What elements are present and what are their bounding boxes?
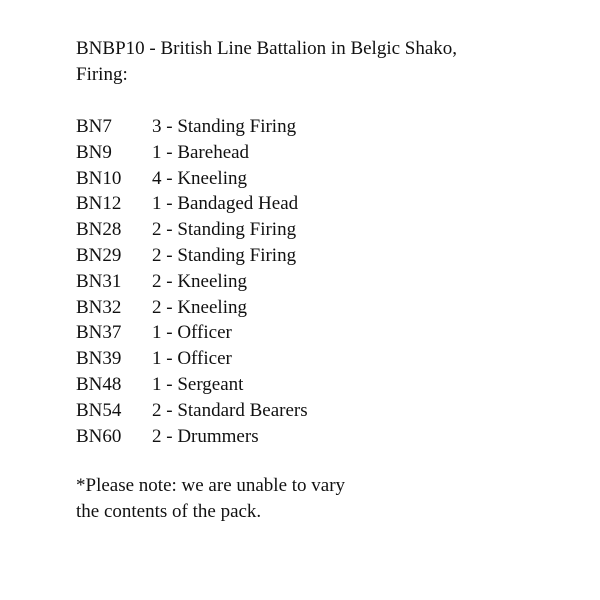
list-item	[76, 243, 576, 269]
note-line-2: the contents of the pack.	[76, 501, 262, 523]
list-item	[76, 320, 576, 346]
item-description: 2 - Kneeling	[152, 296, 247, 318]
item-code: BN37	[76, 322, 122, 344]
item-description: 2 - Standard Bearers	[152, 399, 308, 421]
list-item	[76, 346, 576, 372]
item-description: 4 - Kneeling	[152, 167, 247, 189]
item-code: BN32	[76, 296, 122, 318]
item-code: BN31	[76, 270, 122, 292]
item-description: 3 - Standing Firing	[152, 116, 297, 137]
item-description: 1 - Barehead	[152, 141, 250, 163]
item-description: 1 - Officer	[152, 322, 232, 344]
item-code: BN28	[76, 219, 122, 241]
list-item	[76, 269, 576, 295]
item-code: BN60	[76, 425, 122, 447]
item-description: 2 - Standing Firing	[152, 244, 297, 266]
item-code: BN10	[76, 167, 122, 189]
item-description: 2 - Kneeling	[152, 270, 247, 292]
list-item	[76, 140, 576, 166]
list-item	[76, 424, 576, 450]
pack-title-line-2: Firing:	[76, 64, 128, 85]
list-item	[76, 217, 576, 243]
note-line-1: *Please note: we are unable to vary	[76, 475, 346, 497]
item-code: BN54	[76, 399, 122, 421]
list-item	[76, 114, 576, 140]
item-description: 1 - Sergeant	[152, 373, 244, 395]
pack-note	[76, 473, 576, 525]
item-description: 1 - Bandaged Head	[152, 193, 299, 215]
item-description: 2 - Standing Firing	[152, 219, 297, 241]
list-item	[76, 191, 576, 217]
item-code: BN12	[76, 193, 122, 215]
item-description: 2 - Drummers	[152, 425, 259, 447]
item-code: BN9	[76, 141, 112, 163]
item-code: BN48	[76, 373, 122, 395]
list-item	[76, 166, 576, 192]
item-code: BN29	[76, 244, 122, 266]
pack-title	[76, 36, 576, 88]
pack-title-line-1: BNBP10 - British Line Battalion in Belgic Shako,	[76, 38, 458, 59]
contents-list	[76, 114, 576, 449]
item-code: BN7	[76, 116, 112, 137]
pack-contents-document	[76, 36, 576, 525]
list-item	[76, 398, 576, 424]
list-item	[76, 372, 576, 398]
item-description: 1 - Officer	[152, 348, 232, 370]
list-item	[76, 295, 576, 321]
item-code: BN39	[76, 348, 122, 370]
